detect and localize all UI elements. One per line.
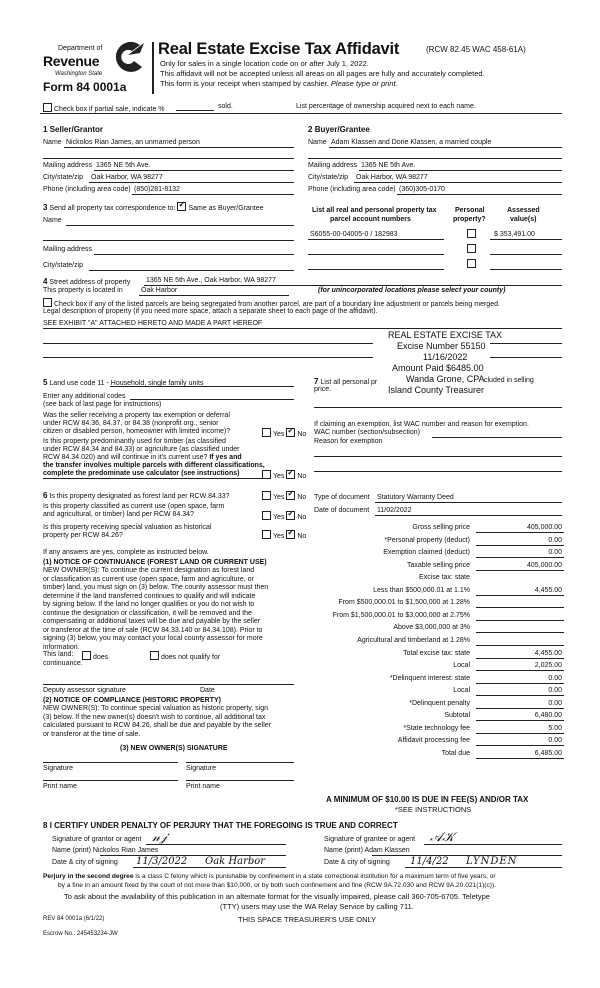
fee-label: Taxable selling price	[406, 561, 470, 569]
partial-sold-label: sold.	[218, 103, 233, 110]
seller-name[interactable]: Nickolos Rian James, an unmarried person	[66, 139, 200, 146]
notice-line: by signing below. If the land no longer qualifies or you do not wish to	[43, 601, 255, 608]
segregated-checkbox[interactable]	[43, 298, 52, 307]
page-title: Real Estate Excise Tax Affidavit	[158, 40, 400, 58]
grantee-signature[interactable]: 𝒜𝒦	[430, 830, 455, 845]
fee-label: Above $3,000,000 at 3%	[393, 624, 470, 632]
buyer-mailing-address[interactable]: 1365 NE 5th Ave.	[361, 162, 416, 169]
fee-underline	[476, 695, 564, 696]
dept-line1: Department of	[58, 45, 103, 52]
fee-underline	[476, 557, 564, 558]
fee-label: From $1,500,000.01 to $3,000,000 at 2.75%	[332, 611, 470, 619]
stamp-line6: Island County Treasurer	[388, 385, 485, 395]
seller-phone-label: Phone (including area code)	[43, 186, 131, 193]
fee-value[interactable]: 2,025.00	[534, 662, 562, 670]
parcel-header-2: parcel account numbers	[330, 216, 411, 223]
fee-label: Local	[453, 687, 470, 695]
timber-question-line3: RCW 84.34.020) and will continue in it's current use? If yes and	[43, 454, 242, 461]
buyer-name[interactable]: Adam Klassen and Dorie Klassen, a married couple	[331, 139, 492, 146]
header-line3: This form is your receipt when stamped by cashier. Please type or print.	[160, 79, 398, 88]
notice-line: NEW OWNER(S): To continue special valuation as historic property, sign	[43, 705, 268, 712]
buyer-phone-label: Phone (including area code)	[308, 186, 396, 193]
notice-line: continue the designation or classification, it will be removed and the	[43, 609, 252, 617]
historic-q-line1: Is this property receiving special valuation as historical	[43, 524, 212, 531]
header-line1: Only for sales in a single location code on or after July 1, 2022.	[160, 59, 369, 68]
header-line2: This affidavit will not be accepted unless all areas on all pages are fully and accurately completed.	[160, 69, 485, 78]
this-land-row: This land:	[43, 651, 74, 658]
timber-yes-no[interactable]: Yes ✓ No	[262, 470, 306, 481]
doc-date-label: Date of document	[314, 507, 370, 514]
document-date[interactable]: 11/02/2022	[377, 507, 412, 514]
fee-underline	[476, 607, 564, 608]
revision-number: REV 84 0001a (6/1/22)	[43, 916, 105, 922]
fee-underline	[476, 683, 564, 684]
grantee-signing-date[interactable]: 11/4/22	[410, 856, 449, 867]
seller-mailing-address[interactable]: 1365 NE 5th Ave.	[96, 162, 151, 169]
list-percentage-note: List percentage of ownership acquired next to each name.	[296, 103, 476, 110]
fee-underline	[476, 620, 564, 621]
land-use-code[interactable]: 11 - Household, single family units	[97, 380, 204, 387]
signature-label-2: Signature	[186, 765, 216, 772]
buyer-heading: 2 Buyer/Grantee	[308, 125, 370, 134]
legal-description-label: Legal description of property (if you need more space, attach a separate sheet to each page of the affidavit).	[43, 308, 378, 315]
exemption-question-line3: citizen or disabled person, homeowner with limited income)?	[43, 428, 231, 435]
fee-underline	[476, 733, 564, 734]
correspondence-row: 3 Send all property tax correspondence to: ✓ Same as Buyer/Grantee	[43, 202, 264, 213]
fee-underline	[476, 545, 564, 546]
fee-value[interactable]: 6,485.00	[534, 749, 562, 757]
forest-yes-no[interactable]: Yes ✓ No	[262, 491, 306, 502]
stamp-line2: Excise Number 55150	[397, 341, 486, 351]
grantor-signature[interactable]: 𝓃𝒿	[152, 830, 168, 845]
property-street-address[interactable]: 1365 NE 5th Ave., Oak Harbor, WA 98277	[146, 277, 276, 284]
located-in-label: This property is located in	[43, 287, 123, 294]
fee-label: Less than $500,000.01 at 1.1%	[373, 586, 470, 594]
same-as-buyer-checkbox[interactable]	[177, 202, 186, 211]
parcel-number[interactable]: S6055-00-04005-0 / 182983	[310, 231, 398, 238]
treasurer-use-note: THIS SPACE TREASURER'S USE ONLY	[238, 915, 377, 924]
fee-label: From $500,000.01 to $1,500,000 at 1.28%	[338, 599, 470, 607]
fee-underline	[476, 645, 564, 646]
escrow-number: Escrow No.: 245453234-JW	[43, 931, 118, 937]
timber-question-line5: complete the predominate use calculator (see instructions)	[43, 470, 240, 477]
continuance-heading: (1) NOTICE OF CONTINUANCE (FOREST LAND OR CURRENT USE)	[43, 559, 267, 566]
notice-line: (3) below. If the new owner(s) doesn't wish to continue, all additional tax	[43, 713, 266, 721]
fee-label: *Delinquent interest: state	[389, 674, 470, 682]
correspondence-mail-label: Mailing address	[43, 246, 93, 253]
notice-line: or transferor at the time of sale.	[43, 730, 141, 738]
print-name-label-2: Print name	[186, 783, 220, 790]
notice-line: information.	[43, 643, 80, 651]
buyer-mail-label: Mailing address	[308, 162, 358, 169]
personal-property-checkbox-1[interactable]	[467, 229, 478, 240]
grantor-signing-date[interactable]: 11/3/2022	[136, 856, 188, 867]
parcel-header-1: List all real and personal property tax	[312, 207, 437, 214]
assessed-value[interactable]: $ 353,491.00	[494, 231, 535, 238]
fee-label: Exemption claimed (deduct)	[383, 549, 470, 557]
grantor-signing-city[interactable]: Oak Harbor	[205, 856, 266, 867]
grantor-signature-label: Signature of grantor or agent	[52, 836, 142, 843]
fee-value[interactable]: 0.00	[548, 536, 562, 544]
fee-label: Agricultural and timberland at 1.28%	[357, 636, 470, 644]
fee-label: Local	[453, 662, 470, 670]
stamp-line4: Amount Paid $6485.00	[392, 363, 484, 373]
segregated-row: Check box if any of the listed parcels are being segregated from another parcel, are part of a boundary line adjustment or parcels being merged.	[43, 298, 500, 309]
perjury-line1: Perjury in the second degree is a class C felony which is punishable by confinement in a state correctional institution for a maximum term of five years, or	[43, 873, 496, 880]
buyer-city[interactable]: Oak Harbor, WA 98277	[356, 174, 428, 181]
fee-underline	[476, 570, 564, 571]
personal-property-row: 7 List all personal pr	[314, 377, 378, 386]
notice-line: or classification as current use (open space, farm and agriculture, or	[43, 575, 254, 583]
compliance-heading: (2) NOTICE OF COMPLIANCE (HISTORIC PROPERTY)	[43, 697, 221, 704]
fee-underline	[476, 532, 564, 533]
notice-line: timber) land, you must sign on (3) below. The county assessor must then	[43, 584, 269, 591]
historic-q-line2: property per RCW 84.26?	[43, 532, 123, 539]
additional-codes-help: (see back of last page for instructions)	[43, 401, 162, 408]
perjury-line2: by a fine in an amount fixed by the court of not more than $10,000, or by both such confinement and fine (RCW 9A.72.030 and RCW 9A.20.021(1)(c)).	[58, 882, 496, 889]
fee-value[interactable]: 0.00	[548, 687, 562, 695]
partial-sale: Check box if partial sale, indicate %	[43, 103, 165, 114]
certify-heading: 8 I CERTIFY UNDER PENALTY OF PERJURY THAT THE FOREGOING IS TRUE AND CORRECT	[43, 821, 398, 830]
seller-name-label: Name	[43, 139, 62, 146]
reason-label: Reason for exemption	[314, 438, 383, 445]
new-owner-signature-heading: (3) NEW OWNER(S) SIGNATURE	[120, 745, 228, 752]
historic-yes-no[interactable]: Yes ✓ No	[262, 530, 306, 541]
forest-note: If any answers are yes, complete as instructed below.	[43, 549, 209, 556]
forest-q1: 6 Is this property designated as forest land per RCW 84.33?	[43, 491, 230, 500]
see-instructions-note: *SEE INSTRUCTIONS	[395, 805, 472, 814]
personal-header-2: property?	[453, 216, 486, 223]
fee-underline	[476, 595, 564, 596]
personal-property-label2: cluded in selling	[484, 377, 534, 384]
notice-line: or transferor at the time of sale (RCW 84.33.140 or 84.34.108). Prior to	[43, 626, 263, 634]
notice-line: determine if the land transferred continues to qualify and will indicate	[43, 592, 256, 600]
fee-label: Gross selling price	[412, 524, 470, 531]
fee-value[interactable]: 5.00	[548, 724, 562, 732]
notice-line: signing (3) below, you may contact your local county assessor for more	[43, 635, 263, 642]
fee-value[interactable]: 0.00	[548, 737, 562, 745]
header-divider	[152, 42, 154, 94]
notice-line: NEW OWNER(S): To continue the current designation as forest land	[43, 567, 255, 574]
deputy-signature-label: Deputy assessor signature	[43, 687, 126, 694]
print-name-label-1: Print name	[43, 783, 77, 790]
fee-label: *Delinquent penalty	[409, 699, 470, 707]
stamp-line3: 11/16/2022	[423, 352, 468, 362]
fee-label: *State technology fee	[403, 724, 470, 732]
personal-property-label3: price.	[314, 386, 332, 393]
fee-value[interactable]: 405,000.00	[526, 561, 562, 569]
fee-value[interactable]: 0.00	[548, 699, 562, 707]
fee-underline	[476, 708, 564, 709]
grantor-name-row: Name (print) Nickolos Rian James	[52, 847, 159, 854]
statute: (RCW 82.45 WAC 458-61A)	[426, 45, 526, 54]
land-use-row: 5 Land use code 11 - Household, single family units	[43, 378, 204, 387]
fee-underline	[476, 758, 564, 759]
fee-underline	[476, 658, 564, 659]
buyer-phone[interactable]: (360)305-0170	[399, 186, 445, 193]
fee-underline	[476, 720, 564, 721]
correspondence-city-label: City/state/zip	[43, 262, 84, 269]
personal-property-checkbox-3[interactable]	[467, 259, 478, 270]
fee-underline	[476, 745, 564, 746]
minimum-due-note: A MINIMUM OF $10.00 IS DUE IN FEE(S) AND/OR TAX	[326, 795, 529, 804]
exemption-yes-no[interactable]: Yes ✓ No	[262, 428, 306, 439]
notice-line: compensating or additional taxes will be due and payable by the seller	[43, 618, 261, 625]
timber-question-line1: Is this property predominantly used for timber (as classified	[43, 438, 226, 445]
does-option[interactable]: does	[82, 651, 108, 662]
additional-codes-label: Enter any additional codes	[43, 393, 126, 400]
fee-underline	[476, 632, 564, 633]
assessed-header-1: Assessed	[507, 207, 540, 214]
fee-value[interactable]: 4,455.00	[534, 649, 562, 657]
revenue-emblem-icon	[110, 41, 146, 75]
fee-label: Affidavit processing fee	[397, 737, 470, 745]
does-not-option[interactable]: does not qualify for	[150, 651, 220, 662]
stamp-line5: Wanda Grone, CPA	[406, 374, 485, 384]
fee-value[interactable]: 0.00	[548, 674, 562, 682]
grantor-name[interactable]: Nickolos Rian James	[92, 847, 159, 854]
divider	[40, 113, 562, 114]
signature-label-1: Signature	[43, 765, 73, 772]
continuance-label: continuance.	[43, 660, 83, 667]
grantee-signing-city[interactable]: LYNDEN	[466, 856, 518, 867]
buyer-name-label: Name	[308, 139, 327, 146]
timber-question-line4: the transfer involves multiple parcels with different classifications,	[43, 462, 265, 469]
fee-underline	[476, 670, 564, 671]
grantee-name-row: Name (print) Adam Klassen	[324, 847, 410, 854]
alternate-format-line1: To ask about the availability of this publication in an alternate format for the visually impaired, please call 360-705-6705. Teletype	[64, 892, 490, 901]
form-number: Form 84 0001a	[43, 80, 127, 94]
partial-sale-checkbox[interactable]	[43, 103, 52, 112]
correspondence-name-label: Name	[43, 217, 62, 224]
dept-line2: Revenue	[43, 53, 100, 69]
fee-value[interactable]: 6,480.00	[534, 712, 562, 720]
seller-heading: 1 Seller/Grantor	[43, 125, 104, 134]
timber-question-line2: under RCW 84.34 and 84.33) or agriculture (as classified under	[43, 446, 240, 453]
fee-label: Excise tax: state	[419, 574, 470, 582]
fee-value[interactable]: 0.00	[548, 549, 562, 557]
buyer-city-label: City/state/zip	[308, 174, 349, 181]
wac-number-label: WAC number (section/subsection)	[314, 429, 420, 436]
street-address-row: 4 Street address of property	[43, 277, 131, 286]
property-location[interactable]: Oak Harbor	[141, 287, 178, 294]
unincorporated-note: (for unincorporated locations please select your county)	[318, 287, 506, 294]
document-type[interactable]: Statutory Warranty Deed	[377, 494, 454, 501]
fee-value[interactable]: 4,455.00	[534, 586, 562, 594]
grantee-date-city-label: Date & city of signing	[324, 859, 390, 866]
exemption-question-line1: Was the seller receiving a property tax exemption or deferral	[43, 412, 230, 419]
doc-type-label: Type of document	[314, 494, 370, 501]
grantor-date-city-label: Date & city of signing	[52, 859, 118, 866]
alternate-format-line2: (TTY) users may use the WA Relay Service by calling 711.	[220, 902, 414, 911]
seller-mail-label: Mailing address	[43, 162, 93, 169]
wac-instructions: If claiming an exemption, list WAC number and reason for exemption.	[314, 421, 529, 428]
stamp-line1: REAL ESTATE EXCISE TAX	[388, 330, 503, 340]
fee-label: Subtotal	[444, 712, 470, 720]
fee-label: Total excise tax: state	[403, 649, 470, 657]
current-use-q-line1: Is this property classified as current use (open space, farm	[43, 503, 225, 510]
fee-value[interactable]: 405,000.00	[526, 524, 562, 531]
seller-city-label: City/state/zip	[43, 174, 84, 181]
current-use-yes-no[interactable]: Yes ✓ No	[262, 511, 306, 522]
seller-phone[interactable]: (850)281-8132	[134, 186, 180, 193]
fee-label: Total due	[441, 749, 470, 757]
legal-description[interactable]: SEE EXHIBIT "A" ATTACHED HERETO AND MADE A PART HEREOF	[43, 320, 263, 327]
fee-label: *Personal property (deduct)	[384, 536, 470, 544]
personal-property-checkbox-2[interactable]	[467, 244, 478, 255]
personal-header-1: Personal	[455, 207, 485, 214]
seller-city[interactable]: Oak Harbor, WA 98277	[91, 174, 163, 181]
exemption-question-line2: under RCW 84.36, 84.37, or 84.38 (nonprofit org., senior	[43, 420, 219, 427]
assessed-header-2: value(s)	[510, 216, 537, 223]
grantee-signature-label: Signature of grantee or agent	[324, 836, 416, 843]
dept-line3: Washington State	[55, 71, 103, 77]
deputy-date-label: Date	[200, 687, 215, 694]
notice-line: calculated pursuant to RCW 84.26, shall be due and payable by the seller	[43, 722, 272, 729]
grantee-name[interactable]: Adam Klassen	[364, 847, 410, 854]
current-use-q-line2: and agricultural, or timber) land per RCW 84.34?	[43, 511, 194, 518]
